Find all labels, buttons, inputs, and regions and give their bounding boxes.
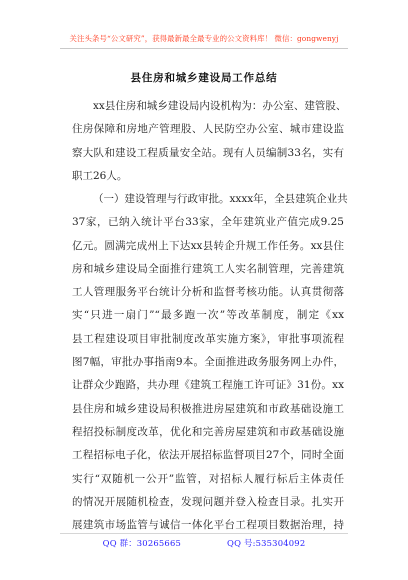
- footer-qq-number: QQ 号:535304092: [227, 538, 306, 548]
- paragraph-construction-management: [72, 188, 348, 537]
- header-divider: [60, 48, 348, 49]
- header-banner: 关注头条号“公文研究”，获得最新最全最专业的公文资料库！ 微信：gongwenyj: [69, 34, 339, 43]
- footer-contact: [0, 537, 408, 549]
- paragraph-line: 实行“双随机一公开”监管，对招标人履行标后主体责任: [72, 472, 344, 485]
- paragraph-line: 的情况开展随机检查，发现问题并登入检查目录。扎实开: [72, 495, 344, 508]
- paragraph-line: 县住房和城乡建设局积极推进房屋建筑和市政基础设施工: [72, 402, 344, 415]
- document-title: 县住房和城乡建设局工作总结: [130, 72, 278, 84]
- paragraph-line: 37家，已纳入统计平台33家，全年建筑业产值完成9.25: [72, 216, 344, 229]
- footer-qq-group: QQ 群：30265665: [102, 538, 181, 548]
- paragraph-line: 程招投标制度改革，优化和完善房屋建筑和市政基础设施: [72, 425, 344, 438]
- paragraph-staffing: [72, 95, 347, 188]
- paragraph-line: 职工26人。: [72, 169, 128, 182]
- paragraph-line: 房和城乡建设局全面推行建筑工人实名制管理，完善建筑: [72, 262, 344, 275]
- paragraph-line: 察大队和建设工程质量安全站。现有人员编制33名，实有: [72, 146, 344, 159]
- paragraph-line: 展建筑市场监管与诚信一体化平台工程项目数据治理，持: [72, 519, 344, 532]
- paragraph-line: 县工程建设项目审批制度改革实施方案》，审批事项流程: [72, 332, 344, 345]
- paragraph-line: 住房保障和房地产管理股、人民防空办公室、城市建设监: [72, 123, 344, 136]
- paragraph-line: 实“只进一扇门”“最多跑一次”等改革制度，制定《xx: [72, 309, 344, 322]
- footer-divider: [60, 533, 348, 534]
- paragraph-line: （一）建设管理与行政审批。xxxx年，全县建筑企业共: [93, 193, 348, 205]
- paragraph-line: 让群众少跑路，共办理《建筑工程施工许可证》31份。xx: [72, 379, 344, 392]
- paragraph-line: 工程招标电子化，依法开展招标监督项目27个，同时全面: [72, 449, 344, 462]
- paragraph-line: xx县住房和城乡建设局内设机构为：办公室、建管股、: [93, 100, 347, 112]
- paragraph-line: 亿元。圆满完成州上下达xx县转企升规工作任务。xx县住: [72, 239, 344, 252]
- paragraph-line: 图7幅，审批办事指南9本。全面推进政务服务网上办件，: [72, 356, 344, 369]
- paragraph-line: 工人管理服务平台统计分析和监督考核功能。认真贯彻落: [72, 286, 344, 299]
